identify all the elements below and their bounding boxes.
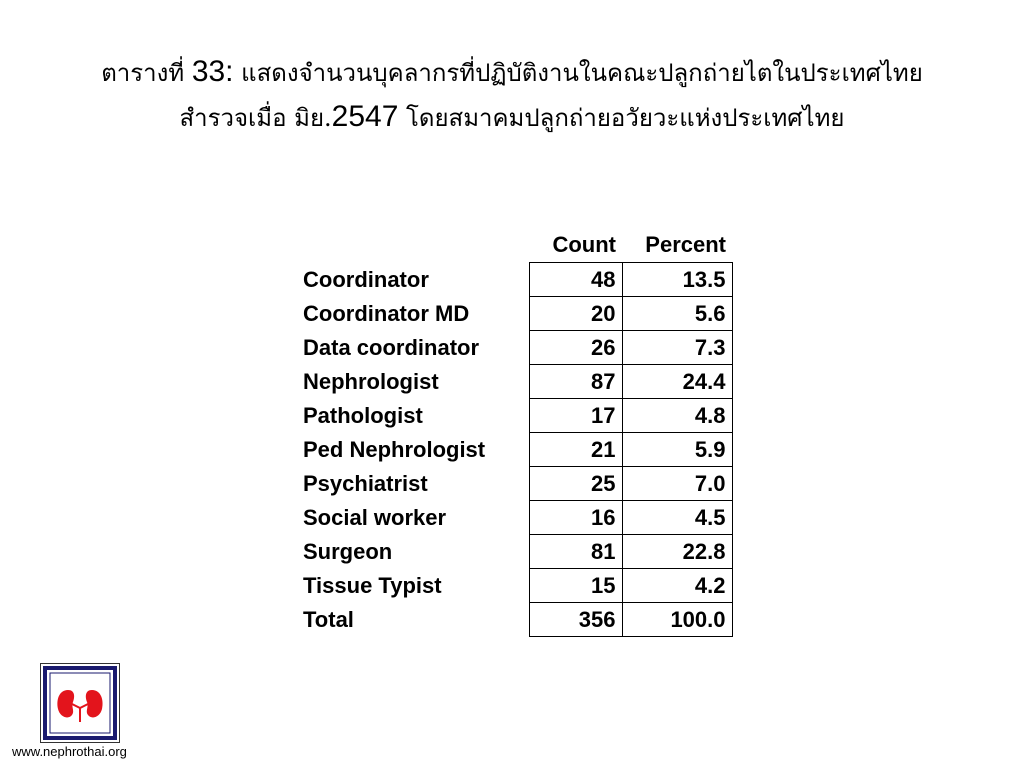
row-count: 48	[529, 263, 622, 297]
row-label: Tissue Typist	[303, 572, 442, 598]
title-line-2-suffix: โดยสมาคมปลูกถ่ายอวัยวะแห่งประเทศไทย	[398, 104, 845, 132]
row-percent: 24.4	[622, 365, 732, 399]
row-count: 20	[529, 297, 622, 331]
row-count: 21	[529, 433, 622, 467]
title-line-1	[0, 50, 1024, 95]
row-label: Social worker	[303, 504, 447, 530]
title-line-2	[0, 95, 1024, 140]
table-row	[295, 331, 732, 365]
table-row	[295, 569, 732, 603]
table-row	[295, 501, 732, 535]
row-count: 16	[529, 501, 622, 535]
row-label: Psychiatrist	[303, 470, 428, 496]
row-percent: 100.0	[622, 603, 732, 637]
row-count: 356	[529, 603, 622, 637]
survey-year: 2547	[331, 100, 399, 133]
row-percent: 22.8	[622, 535, 732, 569]
row-percent: 5.6	[622, 297, 732, 331]
table-row	[295, 297, 732, 331]
row-percent: 4.2	[622, 569, 732, 603]
table-row	[295, 399, 732, 433]
row-count: 26	[529, 331, 622, 365]
row-label: Pathologist	[303, 402, 423, 428]
table-row	[295, 467, 732, 501]
header-count: Count	[552, 232, 616, 257]
table-row	[295, 365, 732, 399]
footer-url: www.nephrothai.org	[12, 744, 127, 759]
row-label: Coordinator MD	[303, 300, 470, 326]
row-count: 17	[529, 399, 622, 433]
title-line-1-prefix: ตารางที่	[101, 59, 192, 87]
title-line-1-suffix: แสดงจำนวนบุคลากรที่ปฏิบัติงานในคณะปลูกถ่ายไตในประเทศไทย	[233, 59, 923, 87]
row-count: 15	[529, 569, 622, 603]
page-title	[0, 50, 1024, 140]
row-percent: 7.3	[622, 331, 732, 365]
society-logo	[40, 663, 120, 743]
table-row	[295, 263, 732, 297]
row-count: 81	[529, 535, 622, 569]
row-label: Coordinator	[303, 266, 429, 292]
table-number: 33:	[191, 55, 234, 88]
row-label: Nephrologist	[303, 368, 439, 394]
table-row	[295, 535, 732, 569]
row-label: Data coordinator	[303, 334, 480, 360]
table-row-total	[295, 603, 732, 637]
table-row	[295, 433, 732, 467]
kidney-icon	[41, 664, 119, 742]
title-line-2-prefix: สำรวจเมื่อ มิย.	[179, 104, 332, 132]
table-header-row	[295, 228, 732, 263]
row-percent: 5.9	[622, 433, 732, 467]
row-count: 25	[529, 467, 622, 501]
row-label: Ped Nephrologist	[303, 436, 486, 462]
row-percent: 7.0	[622, 467, 732, 501]
row-label: Surgeon	[303, 538, 393, 564]
row-percent: 4.8	[622, 399, 732, 433]
header-percent: Percent	[645, 232, 726, 257]
row-label: Total	[303, 606, 354, 632]
row-percent: 13.5	[622, 263, 732, 297]
row-count: 87	[529, 365, 622, 399]
header-label	[295, 228, 529, 263]
personnel-table	[295, 228, 733, 637]
row-percent: 4.5	[622, 501, 732, 535]
